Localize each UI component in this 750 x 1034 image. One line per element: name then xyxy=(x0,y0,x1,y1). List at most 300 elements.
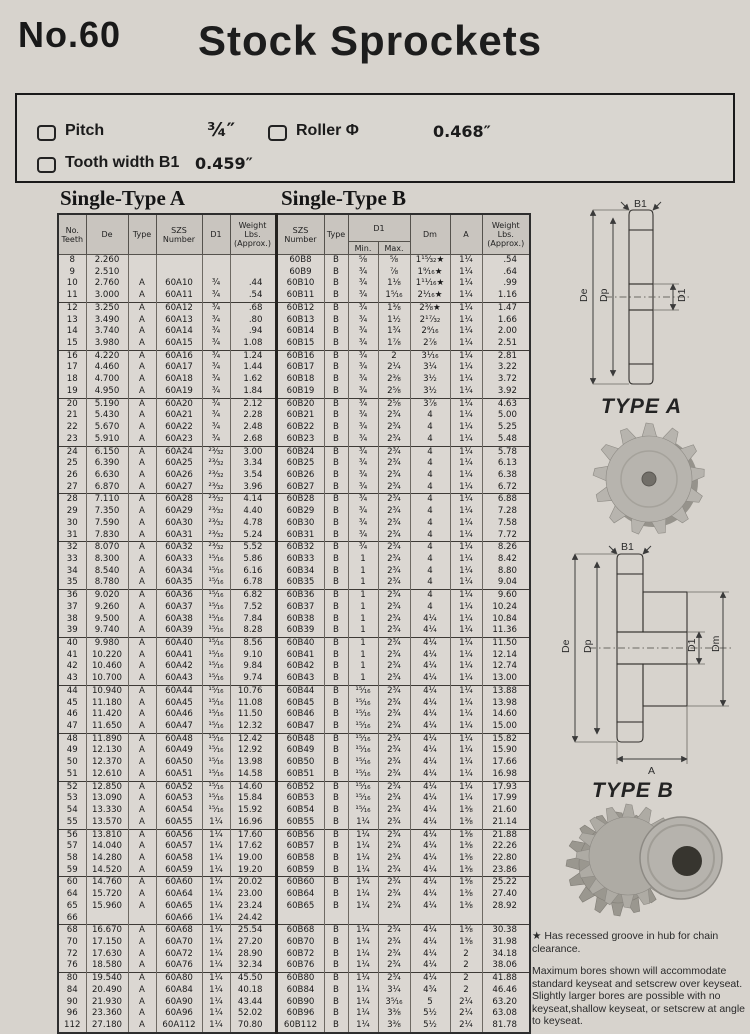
weight-b-cell: 1.16 xyxy=(482,290,530,302)
a-dim-cell: 1⅜ xyxy=(450,817,482,829)
szs-number-b-cell: 60B17 xyxy=(276,362,324,374)
table-row xyxy=(58,805,530,817)
weight-a-cell: .68 xyxy=(230,302,276,314)
table-row xyxy=(58,326,530,338)
weight-b-cell: 16.98 xyxy=(482,769,530,781)
no-teeth-cell: 40 xyxy=(58,638,86,650)
type-a-section-diagram xyxy=(563,198,723,394)
szs-number-a-cell: 60A47 xyxy=(156,721,202,733)
dm-cell: 5 xyxy=(410,997,450,1009)
d1-a-cell: ²³⁄₃₂ xyxy=(202,458,230,470)
table-row xyxy=(58,625,530,637)
d1-min-cell: ¾ xyxy=(348,422,378,434)
weight-b-cell: 63.08 xyxy=(482,1008,530,1020)
no-teeth-cell: 56 xyxy=(58,829,86,841)
weight-a-cell: 15.92 xyxy=(230,805,276,817)
dm-cell: 4 xyxy=(410,470,450,482)
de-cell: 13.090 xyxy=(86,793,128,805)
type-a-cell: A xyxy=(128,853,156,865)
d1-max-cell: 2⅝ xyxy=(378,398,410,410)
de-cell: 10.460 xyxy=(86,661,128,673)
szs-number-b-cell: 60B45 xyxy=(276,698,324,710)
de-cell: 14.280 xyxy=(86,853,128,865)
dm-cell: 4¼ xyxy=(410,721,450,733)
weight-a-cell: 5.24 xyxy=(230,530,276,542)
szs-number-b-cell: 60B48 xyxy=(276,733,324,745)
d1-max-cell xyxy=(378,913,410,925)
a-dim-cell: 1⅜ xyxy=(450,901,482,913)
d1-max-cell: 2¾ xyxy=(378,745,410,757)
footnotes xyxy=(532,930,746,1028)
d1-a-cell: ²³⁄₃₂ xyxy=(202,542,230,554)
table-row xyxy=(58,997,530,1009)
d1-min-cell: ¾ xyxy=(348,386,378,398)
de-cell: 6.390 xyxy=(86,458,128,470)
weight-b-cell: 7.72 xyxy=(482,530,530,542)
d1-min-cell: ¾ xyxy=(348,338,378,350)
d1-a-cell: ¾ xyxy=(202,278,230,290)
d1-a-cell: ¹⁵⁄₁₆ xyxy=(202,805,230,817)
type-a-sprocket-photo xyxy=(553,416,733,538)
footnote-star: ★ Has recessed groove in hub for chain clearance. xyxy=(532,930,719,955)
type-b-cell: B xyxy=(324,949,348,961)
type-b-cell: B xyxy=(324,530,348,542)
szs-number-b-cell: 60B84 xyxy=(276,985,324,997)
szs-number-a-cell: 60A90 xyxy=(156,997,202,1009)
d1-min-cell: 1¼ xyxy=(348,901,378,913)
type-b-cell: B xyxy=(324,326,348,338)
no-teeth-cell: 53 xyxy=(58,793,86,805)
weight-b-cell: 2.00 xyxy=(482,326,530,338)
szs-number-b-cell: 60B46 xyxy=(276,709,324,721)
no-teeth-cell: 27 xyxy=(58,482,86,494)
a-dim-cell: 1¼ xyxy=(450,518,482,530)
weight-b-cell: 7.28 xyxy=(482,506,530,518)
de-cell: 4.220 xyxy=(86,350,128,362)
d1-max-cell: 3¼ xyxy=(378,985,410,997)
type-a-b1-label: B1 xyxy=(634,198,647,210)
table-row xyxy=(58,673,530,685)
d1-max-cell: 2 xyxy=(378,350,410,362)
weight-b-cell: 17.99 xyxy=(482,793,530,805)
dm-cell: 1¹¹⁄₁₆★ xyxy=(410,278,450,290)
d1-max-cell: 3⅜ xyxy=(378,1020,410,1033)
weight-a-cell: 19.20 xyxy=(230,865,276,877)
de-cell: 15.720 xyxy=(86,889,128,901)
dm-cell: 4 xyxy=(410,602,450,614)
d1-min-cell: ¾ xyxy=(348,350,378,362)
weight-a-cell: 43.44 xyxy=(230,997,276,1009)
weight-a-cell: 1.08 xyxy=(230,338,276,350)
weight-a-cell: 27.20 xyxy=(230,937,276,949)
szs-number-b-cell: 60B14 xyxy=(276,326,324,338)
d1-max-cell: 2¾ xyxy=(378,661,410,673)
type-b-cell: B xyxy=(324,506,348,518)
a-dim-cell: 1⅜ xyxy=(450,889,482,901)
weight-b-cell: 81.78 xyxy=(482,1020,530,1033)
d1-min-cell: ⅝ xyxy=(348,255,378,267)
de-cell: 4.950 xyxy=(86,386,128,398)
dm-cell: 4¼ xyxy=(410,805,450,817)
d1-max-cell: 2¾ xyxy=(378,494,410,506)
d1-a-cell: ²³⁄₃₂ xyxy=(202,530,230,542)
de-cell: 6.630 xyxy=(86,470,128,482)
d1-a-cell: ¾ xyxy=(202,315,230,327)
de-cell: 21.930 xyxy=(86,997,128,1009)
dm-cell: 4 xyxy=(410,542,450,554)
weight-b-cell: 17.93 xyxy=(482,781,530,793)
dm-cell: 4¼ xyxy=(410,685,450,697)
d1-max-cell: 2¾ xyxy=(378,506,410,518)
weight-a-cell: 2.48 xyxy=(230,422,276,434)
table-row xyxy=(58,255,530,267)
szs-number-a-cell: 60A68 xyxy=(156,925,202,937)
szs-number-b-cell: 60B26 xyxy=(276,470,324,482)
table-row xyxy=(58,458,530,470)
dm-cell: 4 xyxy=(410,458,450,470)
table-row xyxy=(58,650,530,662)
weight-a-cell: .54 xyxy=(230,290,276,302)
type-a-cell: A xyxy=(128,290,156,302)
no-teeth-cell: 60 xyxy=(58,877,86,889)
type-a-cell: A xyxy=(128,422,156,434)
type-a-cell xyxy=(128,913,156,925)
szs-number-a-cell: 60A38 xyxy=(156,614,202,626)
szs-number-b-cell: 60B23 xyxy=(276,434,324,446)
d1-max-cell: 2¾ xyxy=(378,590,410,602)
d1-min-cell: 1¼ xyxy=(348,889,378,901)
a-dim-cell: 1¼ xyxy=(450,315,482,327)
type-b-cell: B xyxy=(324,566,348,578)
d1-max-cell: 2¾ xyxy=(378,960,410,972)
type-a-cell: A xyxy=(128,638,156,650)
d1-min-cell: ¾ xyxy=(348,542,378,554)
table-row xyxy=(58,590,530,602)
type-b-cell: B xyxy=(324,386,348,398)
a-dim-cell: 1¼ xyxy=(450,434,482,446)
szs-number-a-cell: 60A70 xyxy=(156,937,202,949)
dm-cell: 3⅞ xyxy=(410,398,450,410)
szs-number-b-cell: 60B20 xyxy=(276,398,324,410)
szs-number-a-cell xyxy=(156,267,202,279)
szs-number-a-cell: 60A76 xyxy=(156,960,202,972)
table-row xyxy=(58,446,530,458)
szs-number-b-cell: 60B112 xyxy=(276,1020,324,1033)
dm-cell: 4¼ xyxy=(410,638,450,650)
de-cell: 14.520 xyxy=(86,865,128,877)
weight-a-cell: 6.78 xyxy=(230,577,276,589)
table-row xyxy=(58,542,530,554)
a-dim-cell: 1⅜ xyxy=(450,829,482,841)
table-row xyxy=(58,315,530,327)
table-row xyxy=(58,362,530,374)
type-a-cell: A xyxy=(128,614,156,626)
szs-number-b-cell: 60B15 xyxy=(276,338,324,350)
szs-number-b-cell: 60B42 xyxy=(276,661,324,673)
weight-b-cell: .64 xyxy=(482,267,530,279)
type-a-cell: A xyxy=(128,673,156,685)
szs-number-a-cell: 60A60 xyxy=(156,877,202,889)
szs-number-b-cell: 60B59 xyxy=(276,865,324,877)
de-cell: 5.670 xyxy=(86,422,128,434)
szs-number-a-cell: 60A55 xyxy=(156,817,202,829)
d1-min-cell: 1¼ xyxy=(348,817,378,829)
d1-a-cell: 1¼ xyxy=(202,829,230,841)
a-dim-cell: 1⅜ xyxy=(450,865,482,877)
weight-a-cell xyxy=(230,267,276,279)
szs-number-b-cell: 60B12 xyxy=(276,302,324,314)
dm-cell: 4¼ xyxy=(410,841,450,853)
d1-min-cell: ¾ xyxy=(348,315,378,327)
de-cell: 12.610 xyxy=(86,769,128,781)
a-dim-cell: 1⅜ xyxy=(450,937,482,949)
weight-b-cell: 1.66 xyxy=(482,315,530,327)
de-cell: 18.580 xyxy=(86,960,128,972)
d1-a-cell: ¹⁵⁄₁₆ xyxy=(202,673,230,685)
col-header-weight-a: Weight Lbs. (Approx.) xyxy=(230,214,276,255)
d1-a-cell: 1¼ xyxy=(202,841,230,853)
d1-max-cell: 3⅜ xyxy=(378,1008,410,1020)
weight-a-cell: 11.50 xyxy=(230,709,276,721)
table-row xyxy=(58,530,530,542)
dm-cell: 4¼ xyxy=(410,673,450,685)
d1-min-cell: ¾ xyxy=(348,518,378,530)
a-dim-cell: 1¼ xyxy=(450,721,482,733)
a-dim-cell: 1¼ xyxy=(450,745,482,757)
type-b-cell: B xyxy=(324,350,348,362)
type-b-cell: B xyxy=(324,542,348,554)
szs-number-a-cell: 60A14 xyxy=(156,326,202,338)
d1-min-cell: ¹⁵⁄₁₆ xyxy=(348,769,378,781)
type-a-cell: A xyxy=(128,302,156,314)
szs-number-a-cell: 60A46 xyxy=(156,709,202,721)
no-teeth-cell: 11 xyxy=(58,290,86,302)
roller-value: 0.468″ xyxy=(433,122,491,141)
weight-b-cell: 15.82 xyxy=(482,733,530,745)
d1-max-cell: 1⅞ xyxy=(378,338,410,350)
d1-max-cell: 2¾ xyxy=(378,650,410,662)
d1-a-cell: ²³⁄₃₂ xyxy=(202,482,230,494)
type-a-cell: A xyxy=(128,877,156,889)
weight-b-cell: 11.36 xyxy=(482,625,530,637)
no-teeth-cell: 13 xyxy=(58,315,86,327)
d1-a-cell: 1¼ xyxy=(202,889,230,901)
d1-min-cell: 1¼ xyxy=(348,877,378,889)
type-b-cell: B xyxy=(324,315,348,327)
table-row xyxy=(58,1008,530,1020)
table-row xyxy=(58,338,530,350)
dm-cell: 4 xyxy=(410,566,450,578)
type-a-cell: A xyxy=(128,374,156,386)
d1-a-cell: 1¼ xyxy=(202,853,230,865)
de-cell: 3.490 xyxy=(86,315,128,327)
dm-cell: 4 xyxy=(410,518,450,530)
de-cell: 13.570 xyxy=(86,817,128,829)
d1-a-cell: ¾ xyxy=(202,362,230,374)
a-dim-cell: 2 xyxy=(450,973,482,985)
szs-number-b-cell: 60B72 xyxy=(276,949,324,961)
szs-number-a-cell: 60A40 xyxy=(156,638,202,650)
no-teeth-cell: 41 xyxy=(58,650,86,662)
type-b-cell: B xyxy=(324,625,348,637)
d1-a-cell: ¾ xyxy=(202,326,230,338)
no-teeth-cell: 26 xyxy=(58,470,86,482)
a-dim-cell: 1¼ xyxy=(450,494,482,506)
weight-b-cell: 46.46 xyxy=(482,985,530,997)
type-a-cell: A xyxy=(128,350,156,362)
weight-a-cell: 20.02 xyxy=(230,877,276,889)
type-b-cell: B xyxy=(324,577,348,589)
dm-cell: 3¼ xyxy=(410,362,450,374)
de-cell: 8.540 xyxy=(86,566,128,578)
d1-a-cell: ¹⁵⁄₁₆ xyxy=(202,757,230,769)
weight-b-cell: 17.66 xyxy=(482,757,530,769)
weight-a-cell: 28.90 xyxy=(230,949,276,961)
weight-a-cell: 4.78 xyxy=(230,518,276,530)
weight-a-cell: 5.86 xyxy=(230,554,276,566)
type-a-cell: A xyxy=(128,577,156,589)
d1-a-cell: ¾ xyxy=(202,290,230,302)
de-cell: 19.540 xyxy=(86,973,128,985)
a-dim-cell: 1¼ xyxy=(450,781,482,793)
szs-number-b-cell: 60B37 xyxy=(276,602,324,614)
weight-a-cell: .44 xyxy=(230,278,276,290)
de-cell: 6.870 xyxy=(86,482,128,494)
no-teeth-cell: 9 xyxy=(58,267,86,279)
type-a-d1-label: D1 xyxy=(676,288,688,302)
type-b-cell: B xyxy=(324,458,348,470)
type-b-cell: B xyxy=(324,374,348,386)
szs-number-a-cell: 60A57 xyxy=(156,841,202,853)
d1-a-cell: ¾ xyxy=(202,422,230,434)
szs-number-a-cell: 60A37 xyxy=(156,602,202,614)
a-dim-cell: 1¼ xyxy=(450,661,482,673)
d1-a-cell: ¹⁵⁄₁₆ xyxy=(202,685,230,697)
d1-max-cell: 2¾ xyxy=(378,877,410,889)
d1-max-cell: 2¾ xyxy=(378,673,410,685)
d1-max-cell: 2¾ xyxy=(378,853,410,865)
d1-a-cell: ¹⁵⁄₁₆ xyxy=(202,602,230,614)
weight-a-cell: 17.62 xyxy=(230,841,276,853)
no-teeth-cell: 68 xyxy=(58,925,86,937)
weight-b-cell: 5.25 xyxy=(482,422,530,434)
type-a-cell: A xyxy=(128,518,156,530)
weight-a-cell: 23.24 xyxy=(230,901,276,913)
dm-cell: 4¼ xyxy=(410,733,450,745)
d1-min-cell: 1 xyxy=(348,590,378,602)
type-b-cell: B xyxy=(324,673,348,685)
a-dim-cell: 1¼ xyxy=(450,733,482,745)
type-b-de-label: De xyxy=(560,639,572,653)
type-a-cell: A xyxy=(128,960,156,972)
szs-number-b-cell: 60B24 xyxy=(276,446,324,458)
no-teeth-cell: 25 xyxy=(58,458,86,470)
dm-cell: 4¼ xyxy=(410,949,450,961)
type-b-cell: B xyxy=(324,554,348,566)
d1-a-cell: ²³⁄₃₂ xyxy=(202,506,230,518)
d1-min-cell: 1¼ xyxy=(348,997,378,1009)
d1-min-cell: ¾ xyxy=(348,374,378,386)
weight-a-cell: 25.54 xyxy=(230,925,276,937)
a-dim-cell: 1¼ xyxy=(450,374,482,386)
dm-cell xyxy=(410,913,450,925)
d1-max-cell: 2¾ xyxy=(378,829,410,841)
table-row xyxy=(58,506,530,518)
type-a-cell: A xyxy=(128,721,156,733)
szs-number-a-cell: 60A30 xyxy=(156,518,202,530)
szs-number-b-cell: 60B56 xyxy=(276,829,324,841)
type-a-cell: A xyxy=(128,817,156,829)
weight-b-cell: 23.86 xyxy=(482,865,530,877)
weight-b-cell: 38.06 xyxy=(482,960,530,972)
a-dim-cell: 2¼ xyxy=(450,1020,482,1033)
d1-a-cell: ¹⁵⁄₁₆ xyxy=(202,554,230,566)
d1-max-cell: 2¾ xyxy=(378,685,410,697)
weight-a-cell: 12.92 xyxy=(230,745,276,757)
d1-a-cell: ¹⁵⁄₁₆ xyxy=(202,661,230,673)
weight-b-cell: 7.58 xyxy=(482,518,530,530)
a-dim-cell: 1¼ xyxy=(450,638,482,650)
no-teeth-cell: 22 xyxy=(58,422,86,434)
type-b-cell: B xyxy=(324,614,348,626)
no-teeth-cell: 59 xyxy=(58,865,86,877)
szs-number-a-cell: 60A64 xyxy=(156,889,202,901)
a-dim-cell: 1¼ xyxy=(450,422,482,434)
type-b-cell: B xyxy=(324,698,348,710)
d1-a-cell: ¹⁵⁄₁₆ xyxy=(202,745,230,757)
dm-cell: 1⁹⁄₁₆★ xyxy=(410,267,450,279)
de-cell: 17.630 xyxy=(86,949,128,961)
szs-number-b-cell: 60B13 xyxy=(276,315,324,327)
type-b-d1-label: D1 xyxy=(686,638,698,652)
de-cell: 3.740 xyxy=(86,326,128,338)
d1-min-cell: ¾ xyxy=(348,326,378,338)
szs-number-b-cell: 60B19 xyxy=(276,386,324,398)
table-row xyxy=(58,302,530,314)
d1-max-cell: 2¾ xyxy=(378,817,410,829)
single-type-a-heading: Single-Type A xyxy=(60,186,186,210)
de-cell: 16.670 xyxy=(86,925,128,937)
weight-a-cell: 10.76 xyxy=(230,685,276,697)
col-header-no-teeth: No. Teeth xyxy=(58,214,86,255)
table-row xyxy=(58,949,530,961)
table-row xyxy=(58,733,530,745)
d1-max-cell: 2¾ xyxy=(378,889,410,901)
no-teeth-cell: 38 xyxy=(58,614,86,626)
d1-max-cell: 2¾ xyxy=(378,446,410,458)
d1-a-cell: 1¼ xyxy=(202,913,230,925)
szs-number-a-cell: 60A12 xyxy=(156,302,202,314)
type-a-cell: A xyxy=(128,973,156,985)
d1-a-cell: ¹⁵⁄₁₆ xyxy=(202,650,230,662)
no-teeth-cell: 8 xyxy=(58,255,86,267)
type-a-cell: A xyxy=(128,566,156,578)
weight-a-cell: 14.58 xyxy=(230,769,276,781)
dm-cell: 4¼ xyxy=(410,757,450,769)
weight-b-cell: 12.74 xyxy=(482,661,530,673)
weight-b-cell: 3.92 xyxy=(482,386,530,398)
table-row xyxy=(58,721,530,733)
a-dim-cell: 1¼ xyxy=(450,386,482,398)
dm-cell: 4¾ xyxy=(410,985,450,997)
dm-cell: 4¼ xyxy=(410,937,450,949)
weight-a-cell: 6.82 xyxy=(230,590,276,602)
dm-cell: 4¼ xyxy=(410,829,450,841)
weight-a-cell: 3.00 xyxy=(230,446,276,458)
de-cell: 23.360 xyxy=(86,1008,128,1020)
szs-number-a-cell: 60A65 xyxy=(156,901,202,913)
type-b-cell: B xyxy=(324,960,348,972)
